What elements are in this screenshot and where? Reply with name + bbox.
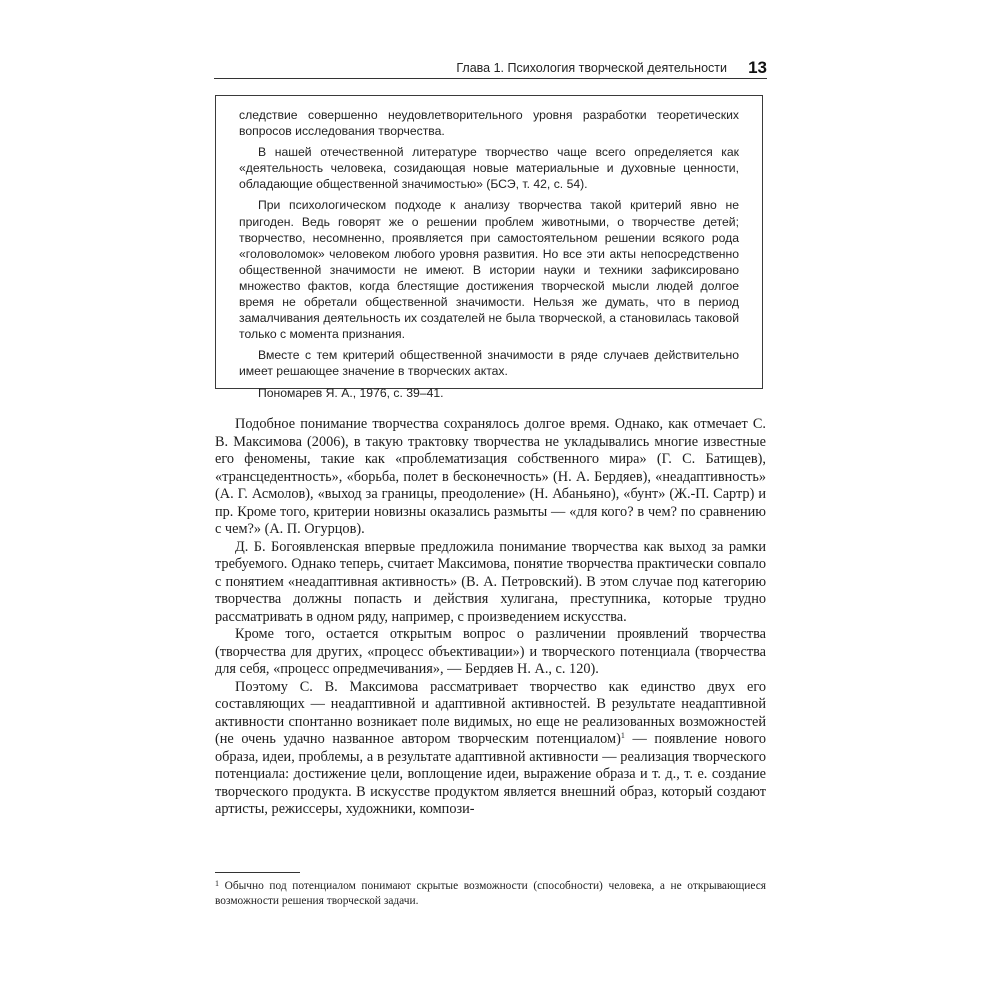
body-paragraph-text: — появление нового образа, идеи, проблемы, а в результате адаптивной активности — реализация творческого потенциала: достижение цели, воплощение идеи, выражение образа и т. д., т. е. создание творческого продукта. В искусстве продуктом является внешний образ, который создают артисты, режиссеры, художники, компози-: [215, 731, 766, 817]
page-number: 13: [748, 58, 767, 77]
chapter-title: Глава 1. Психология творческой деятельности: [456, 61, 727, 75]
body-paragraph: Д. Б. Богоявленская впервые предложила понимание творчества как выход за рамки требуемого. Однако теперь, считает Максимова, понятие творчества практически совпало с понятием «неадаптивная активность» (В. А. Петровский). В этом случае под категорию творчества должны попасть и действия хулигана, преступника, которые трудно рассматривать в одном ряду, например, с произведением искусства.: [215, 538, 766, 625]
body-paragraph: [215, 679, 766, 819]
body-paragraph: Кроме того, остается открытым вопрос о различении проявлений творчества (творчества для других, «процесс объективации») и творческого потенциала (творчества для себя, «процесс опредмечивания», — Бердяев Н. А., с. 120).: [215, 626, 766, 677]
footnote-text: Обычно под потенциалом понимают скрытые возможности (способности) человека, а не открывающиеся возможности решения творческой задачи.: [215, 880, 766, 907]
quote-paragraph: следствие совершенно неудовлетворительного уровня разработки теоретических вопросов исследования творчества.: [239, 108, 739, 139]
body-paragraph-text: Поэтому С. В. Максимова рассматривает творчество как единство двух его составляющих — неадаптивной и адаптивной активностей. В результате неадаптивной активности спонтанно возникает поле видимых, но еще не реализованных возможностей (не очень удачно названное автором творческим потенциалом): [215, 678, 766, 747]
quote-paragraph: Вместе с тем критерий общественной значимости в ряде случаев действительно имеет решающее значение в творческих актах.: [239, 348, 739, 379]
quote-source: Пономарев Я. А., 1976, с. 39–41.: [258, 385, 444, 400]
quote-paragraph: В нашей отечественной литературе творчество чаще всего определяется как «деятельность человека, созидающая новые материальные и духовные ценности, обладающие общественной значимостью» (БСЭ, т. 42, с. 54).: [239, 145, 739, 192]
footnote-divider: [215, 872, 300, 873]
footnote-reference[interactable]: 1: [620, 731, 625, 740]
footnote: [215, 879, 766, 909]
quote-paragraph: При психологическом подходе к анализу творчества такой критерий явно не пригоден. Ведь говорят же о решении проблем животными, о творчестве детей; творчество, несомненно, проявляется при самостоятельном решении всякого рода «головоломок» человеком любого уровня развития. Но все эти акты непосредственно общественной значимости не имеют. В истории науки и техники зафиксировано множество фактов, когда блестящие достижения творческой мысли людей долгое время не обретали общественной значимости. Нельзя же думать, что в период замалчивания деятельность их создателей не была творческой, а становилась таковой только с момента признания.: [239, 198, 739, 342]
main-text: [215, 416, 766, 819]
header-divider: [214, 78, 767, 79]
footnote-mark: 1: [215, 879, 219, 888]
quote-box: [215, 95, 763, 400]
body-paragraph: Подобное понимание творчества сохранялось долгое время. Однако, как отмечает С. В. Максимова (2006), в такую трактовку творчества не укладывались многие известные его феномены, такие как «проблематизация собственного мира» (Г. С. Батищев), «трансцедентность», «борьба, полет в бесконечность» (Н. А. Бердяев), «неадаптивность» (А. Г. Асмолов), «выход за границы, преодоление» (Н. Абаньяно), «бунт» (Ж.-П. Сартр) и пр. Кроме того, критерии новизны оказались размыты — «для кого? в чем? по сравнению с чем?» (А. П. Огурцов).: [215, 416, 766, 537]
